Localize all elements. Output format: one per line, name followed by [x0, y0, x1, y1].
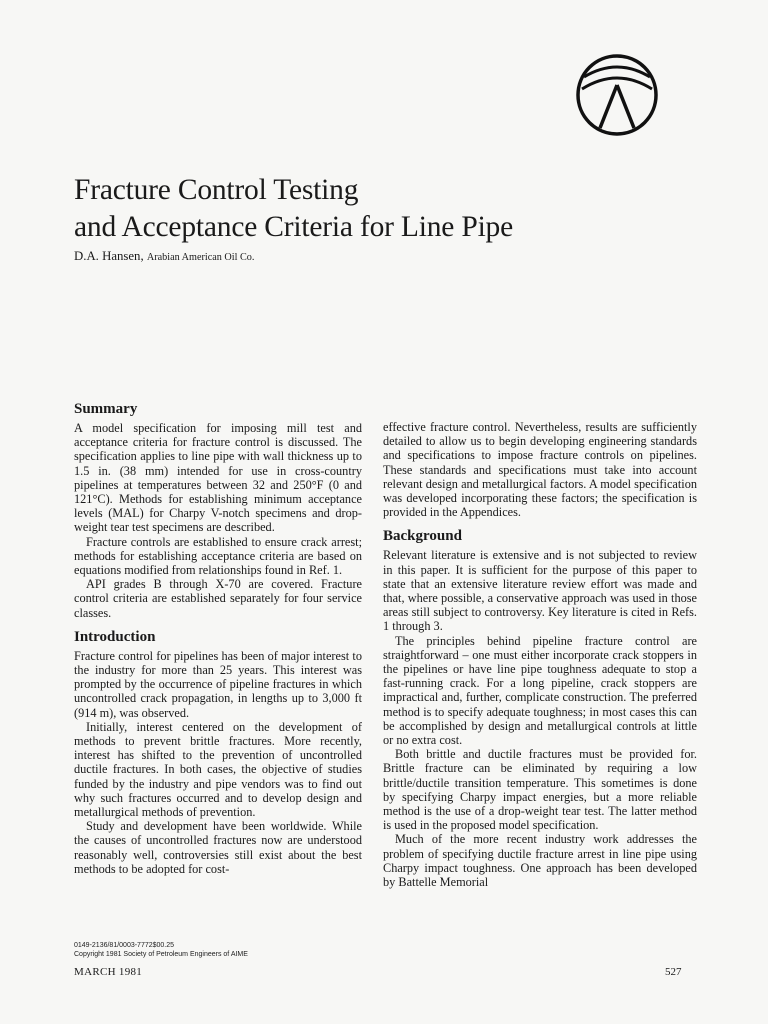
summary-heading: Summary — [74, 401, 138, 417]
left-column — [74, 400, 362, 876]
background-paragraph-2: The principles behind pipeline fracture control are straightforward – one must either incorporate crack stoppers in the pipelines or have line pipe toughness adequate to stop a fast-running crack. For a long pipeline, crack stoppers are impractical and, further, complicate construction. The preferred method is to specify adequate toughness; in most cases this can be accomplished by design and metallurgical controls at little or no extra cost. — [383, 633, 697, 748]
introduction-paragraph-2: Initially, interest centered on the development of methods to prevent brittle fractures. More recently, interest has shifted to the prevention of uncontrolled ductile fractures. In both cases, the objective of studies funded by the industry and pipe vendors was to find out why such fractures occurred and to develop design and metallurgical methods of prevention. — [74, 719, 362, 820]
footnote-code: 0149-2136/81/0003-7772$00.25 — [74, 942, 175, 949]
introduction-paragraph-3: Study and development have been worldwide. While the causes of uncontrolled fractures now are understood reasonably well, controversies still exist about the best methods to be adopted for cost- — [74, 819, 362, 876]
background-paragraph-3: Both brittle and ductile fractures must be provided for. Brittle fracture can be eliminated by requiring a low brittle/ductile transition temperature. This sometimes is done by specifying Charpy impact energies, but a more reliable method is the use of a drop-weight tear test. The latter method is used in the proposed model specification. — [383, 747, 697, 833]
title-line-1: Fracture Control Testing — [74, 174, 359, 206]
summary-paragraph-3: API grades B through X-70 are covered. Fracture control criteria are established separately for four service classes. — [74, 577, 362, 620]
byline — [74, 249, 254, 264]
background-paragraph-4: Much of the more recent industry work addresses the problem of specifying ductile fracture arrest in line pipe using Charpy impact toughness. One approach has been developed by Battelle Memorial — [383, 832, 697, 890]
author-affiliation: Arabian American Oil Co. — [146, 252, 255, 263]
right-column — [383, 420, 697, 889]
summary-paragraph-1: A model specification for imposing mill test and acceptance criteria for fracture control is discussed. The specification applies to line pipe with wall thickness up to 1.5 in. (38 mm) intended for use in cross-country pipelines at temperatures between 32 and 250°F (0 and 121°C). Methods for establishing minimum acceptance levels (MAL) for Charpy V-notch specimens and drop-weight tear test specimens are described. — [74, 421, 362, 535]
introduction-paragraph-4: effective fracture control. Nevertheless, results are sufficiently detailed to allow us to begin developing engineering standards and specifications to impose fracture controls on pipelines. These standards and specifications must take into account relevant design and metallurgical factors. A model specification was developed incorporating these factors; the specification is provided in the Appendices. — [383, 420, 697, 520]
background-paragraph-1: Relevant literature is extensive and is not subjected to review in this paper. It is sufficient for the purpose of this paper to state that an extensive literature review effort was made and that, where possible, a conservative approach was used in those areas still subject to controversy. Key literature is cited in Refs. 1 through 3. — [383, 548, 697, 634]
page-number: 527 — [665, 966, 682, 978]
footer-date: MARCH 1981 — [74, 966, 143, 978]
paper-title — [74, 172, 694, 246]
introduction-heading: Introduction — [74, 628, 156, 645]
introduction-paragraph-1: Fracture control for pipelines has been of major interest to the industry for more than 25 years. This interest was prompted by the occurrence of pipeline fractures in which uncontrolled crack propagation, in lengths up to 3,000 ft (914 m), was observed. — [74, 648, 362, 720]
title-line-2: and Acceptance Criteria for Line Pipe — [74, 211, 514, 243]
author-name: D.A. Hansen, — [74, 249, 144, 263]
footnote-copyright: Copyright 1981 Society of Petroleum Engineers of AIME — [74, 951, 248, 958]
copyright-footnote — [74, 941, 248, 959]
spe-logo-icon — [574, 45, 660, 145]
background-heading: Background — [383, 528, 462, 545]
summary-paragraph-2: Fracture controls are established to ensure crack arrest; methods for establishing acceptance criteria are based on equations modified from relationships found in Ref. 1. — [74, 534, 362, 578]
